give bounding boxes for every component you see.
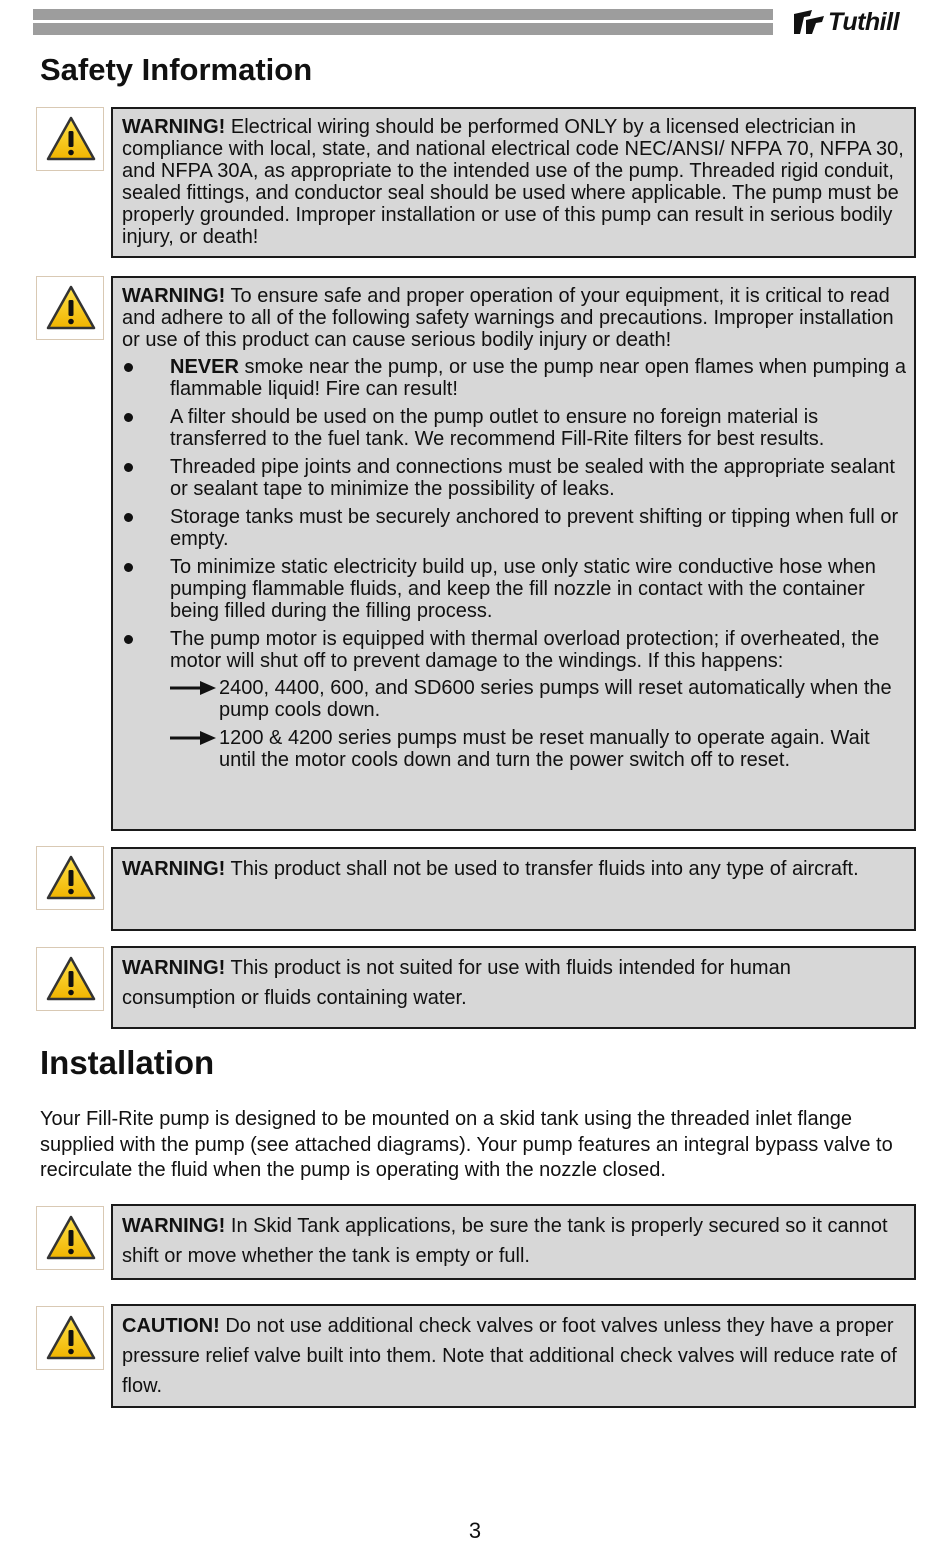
caution-label: CAUTION!: [122, 1315, 220, 1337]
warning-icon: [36, 1206, 104, 1270]
warning-box-skid-tank: [111, 1204, 916, 1280]
tuthill-logo-icon: [792, 8, 826, 36]
warning-text: This product shall not be used to transfer fluids into any type of aircraft.: [225, 858, 859, 880]
warning-icon: [36, 276, 104, 340]
bullet-icon: [124, 363, 133, 372]
warning-label: WARNING!: [122, 858, 226, 880]
sub-list-item: [170, 677, 906, 721]
list-item-text: A filter should be used on the pump outlet to ensure no foreign material is transferred to the fuel tank. We recommend Fill-Rite filters for best results.: [170, 406, 825, 450]
list-item: [122, 628, 906, 771]
header-bar: [33, 9, 773, 35]
list-item: [122, 556, 906, 622]
tuthill-logo: [792, 7, 899, 37]
warning-label: WARNING!: [122, 285, 226, 307]
arrow-right-icon: [170, 681, 216, 695]
warning-label: WARNING!: [122, 957, 226, 979]
sub-list-item-text: 1200 & 4200 series pumps must be reset manually to operate again. Wait until the motor cools down and turn the power switch off to reset.: [219, 727, 870, 771]
caution-icon: [36, 1306, 104, 1370]
list-item-text: Threaded pipe joints and connections must be sealed with the appropriate sealant or sealant tape to minimize the possibility of leaks.: [170, 456, 895, 500]
warning-text: This product is not suited for use with fluids intended for human consumption or fluids containing water.: [122, 957, 791, 1009]
bullet-icon: [124, 635, 133, 644]
section-title-installation: Installation: [40, 1044, 215, 1081]
warning-icon: [36, 846, 104, 910]
list-item: [122, 356, 906, 400]
bullet-icon: [124, 413, 133, 422]
bullet-icon: [124, 463, 133, 472]
header-bar-top: [33, 9, 773, 20]
installation-paragraph: Your Fill-Rite pump is designed to be mounted on a skid tank using the threaded inlet flange supplied with the pump (see attached diagrams). Your pump features an integral bypass valve to recirculate the fluid when the pump is operating with the nozzle closed.: [40, 1108, 893, 1181]
caution-text: Do not use additional check valves or foot valves unless they have a proper pressure relief valve built into them. Note that additional check valves will reduce rate of flow.: [122, 1315, 897, 1397]
sub-list-item-text: 2400, 4400, 600, and SD600 series pumps will reset automatically when the pump cools down.: [219, 677, 892, 721]
warning-text: To ensure safe and proper operation of your equipment, it is critical to read and adhere to all of the following safety warnings and precautions. Improper installation or use of this product can cause serious bodily injury or death!: [122, 285, 894, 351]
warning-box-safe-operation: [111, 276, 916, 831]
brand-name: Tuthill: [828, 7, 900, 36]
list-item: [122, 406, 906, 450]
list-item-text: smoke near the pump, or use the pump near open flames when pumping a flammable liquid! Fire can result!: [170, 356, 906, 400]
list-item: [122, 456, 906, 500]
section-title-safety: Safety Information: [40, 52, 313, 87]
page-number: 3: [468, 1518, 482, 1543]
list-item-text: To minimize static electricity build up, use only static wire conductive hose when pumping flammable fluids, and keep the fill nozzle in contact with the container being filled during the filling process.: [170, 556, 876, 622]
warning-text: In Skid Tank applications, be sure the tank is properly secured so it cannot shift or move whether the tank is empty or full.: [122, 1215, 888, 1267]
bullet-icon: [124, 513, 133, 522]
warning-box-aircraft: [111, 847, 916, 931]
list-item-text: The pump motor is equipped with thermal overload protection; if overheated, the motor will shut off to prevent damage to the windings. If this happens:: [170, 628, 880, 672]
sub-list-item: [170, 727, 906, 771]
bullet-icon: [124, 563, 133, 572]
precautions-list: [122, 356, 906, 771]
list-item: [122, 506, 906, 550]
arrow-right-icon: [170, 731, 216, 745]
warning-box-human-consumption: [111, 946, 916, 1029]
warning-label: WARNING!: [122, 1215, 226, 1237]
sub-list: [170, 677, 906, 771]
warning-icon: [36, 107, 104, 171]
header-bar-bottom: [33, 23, 773, 35]
caution-box-check-valves: [111, 1304, 916, 1408]
warning-icon: [36, 947, 104, 1011]
warning-text: Electrical wiring should be performed ONLY by a licensed electrician in compliance with local, state, and national electrical code NEC/ANSI/ NFPA 70, NFPA 30, and NFPA 30A, as appropriate to the intended use of the pump. Threaded rigid conduit, sealed fittings, and conductor seal should be used where applicable. The pump must be properly grounded. Improper installation or use of this pump can result in serious bodily injury, or death!: [122, 116, 904, 248]
list-item-text: Storage tanks must be securely anchored to prevent shifting or tipping when full or empty.: [170, 506, 899, 550]
emphasis-never: NEVER: [170, 356, 239, 378]
warning-box-electrical: [111, 107, 916, 258]
warning-label: WARNING!: [122, 116, 226, 138]
